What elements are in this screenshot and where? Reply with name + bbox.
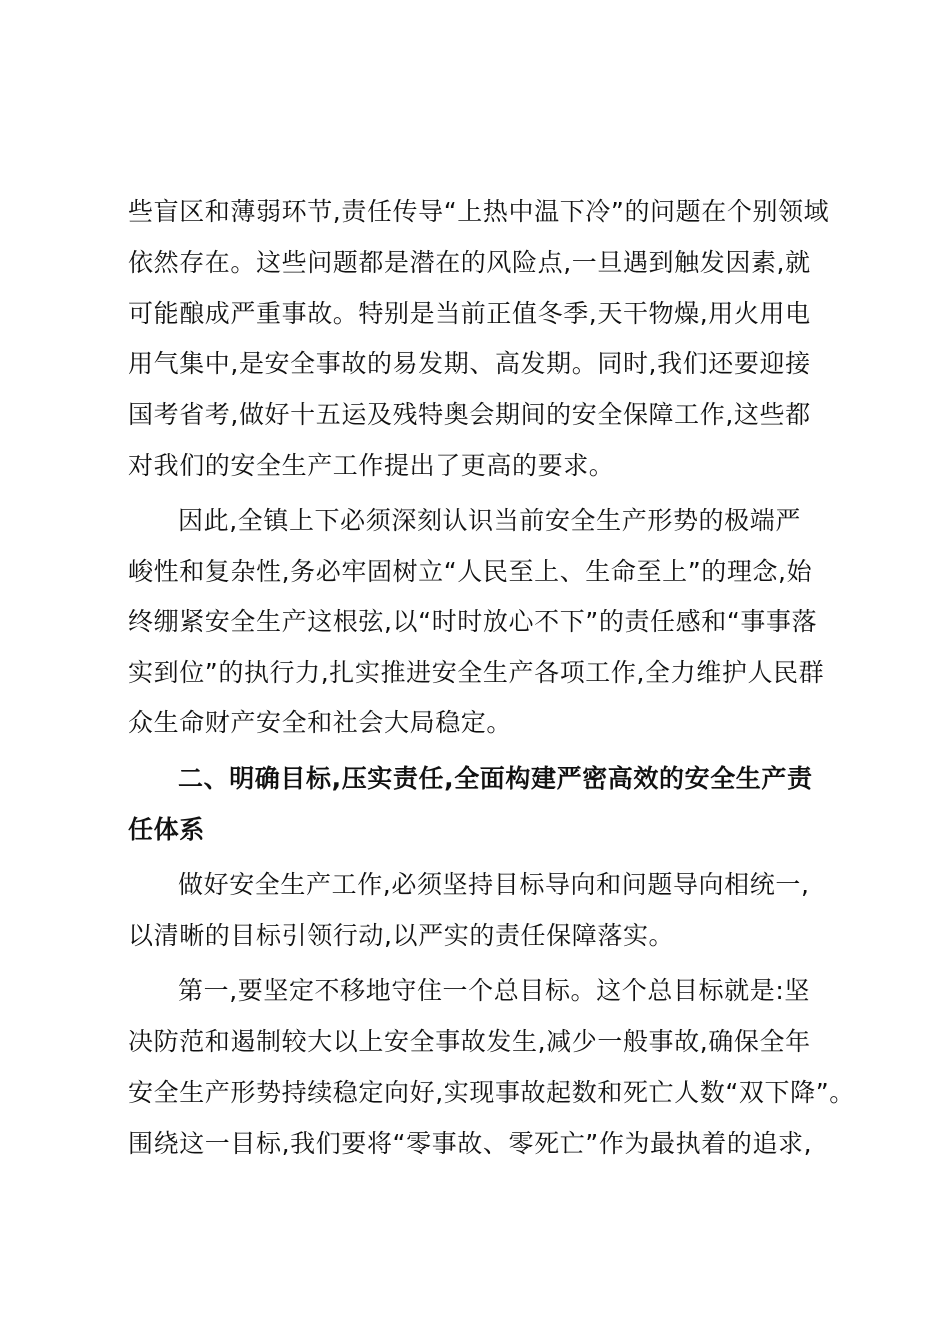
paragraph-2-line-4: 实到位”的执行力,扎实推进安全生产各项工作,全力维护人民群 [128,658,825,687]
paragraph-3-line-1: 做好安全生产工作,必须坚持目标导向和问题导向相统一, [178,870,810,899]
paragraph-2-line-5: 众生命财产安全和社会大局稳定。 [128,708,513,737]
paragraph-1-line-1: 些盲区和薄弱环节,责任传导“上热中温下冷”的问题在个别领域 [128,197,830,226]
paragraph-1-line-4: 用气集中,是安全事故的易发期、高发期。同时,我们还要迎接 [128,349,811,378]
paragraph-1-line-2: 依然存在。这些问题都是潜在的风险点,一旦遇到触发因素,就 [128,248,811,277]
paragraph-4-line-2: 决防范和遏制较大以上安全事故发生,减少一般事故,确保全年 [128,1027,811,1056]
section-heading-line-1: 二、明确目标,压实责任,全面构建严密高效的安全生产责 [178,764,813,793]
paragraph-4-line-4: 围绕这一目标,我们要将“零事故、零死亡”作为最执着的追求, [128,1129,813,1158]
paragraph-2-line-2: 峻性和复杂性,务必牢固树立“人民至上、生命至上”的理念,始 [128,557,813,586]
paragraph-2-line-3: 终绷紧安全生产这根弦,以“时时放心不下”的责任感和“事事落 [128,607,818,636]
paragraph-1-line-6: 对我们的安全生产工作提出了更高的要求。 [128,451,615,480]
paragraph-1-line-3: 可能酿成严重事故。特别是当前正值冬季,天干物燥,用火用电 [128,299,811,328]
section-heading-line-2: 任体系 [128,815,205,844]
paragraph-4-line-1: 第一,要坚定不移地守住一个总目标。这个总目标就是:坚 [178,976,810,1005]
paragraph-1-line-5: 国考省考,做好十五运及残特奥会期间的安全保障工作,这些都 [128,400,811,429]
paragraph-4-line-3: 安全生产形势持续稳定向好,实现事故起数和死亡人数“双下降”。 [128,1078,855,1107]
paragraph-3-line-2: 以清晰的目标引领行动,以严实的责任保障落实。 [128,921,675,950]
paragraph-2-line-1: 因此,全镇上下必须深刻认识当前安全生产形势的极端严 [178,506,801,535]
